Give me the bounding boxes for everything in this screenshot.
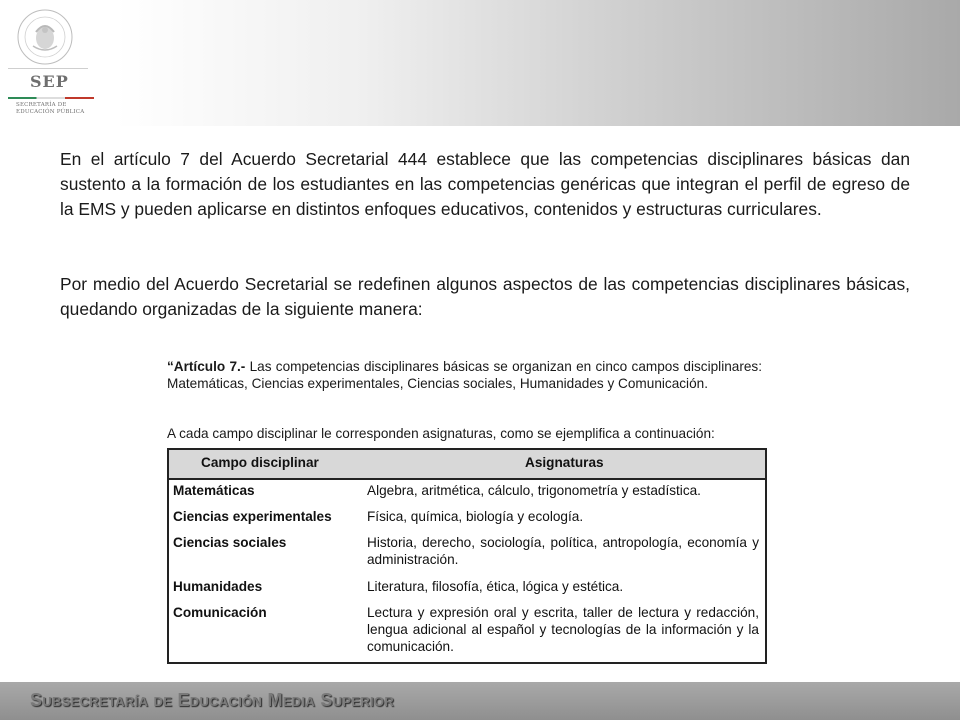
row-asignaturas: Historia, derecho, sociología, política, antropología, economía y administración.: [367, 535, 759, 567]
row-campo: Comunicación: [173, 605, 267, 620]
second-paragraph: Por medio del Acuerdo Secretarial se redefinen algunos aspectos de las competencias disciplinares básicas, quedando organizadas de la siguiente manera:: [60, 274, 910, 319]
row-campo: Ciencias sociales: [173, 535, 287, 550]
mexican-seal-icon: [14, 8, 76, 66]
article-excerpt-image: [160, 352, 790, 682]
flag-stripe: [8, 97, 94, 99]
header-asignaturas: Asignaturas: [525, 455, 604, 470]
header-campo: Campo disciplinar: [201, 455, 319, 470]
row-campo: Humanidades: [173, 579, 263, 594]
row-campo: Ciencias experimentales: [173, 509, 332, 524]
header-band: [0, 0, 960, 126]
row-asignaturas: Física, química, biología y ecología.: [367, 509, 584, 524]
row-asignaturas: Lectura y expresión oral y escrita, taller de lectura y redacción, lengua adicional al español y tecnologías de la información y la comunicación.: [367, 605, 759, 654]
row-campo: Matemáticas: [173, 483, 255, 498]
footer-title: Subsecretaría de Educación Media Superior: [30, 690, 395, 710]
article-7-text: [167, 358, 762, 392]
intro-paragraph: En el artículo 7 del Acuerdo Secretarial 444 establece que las competencias disciplinares básicas dan sustento a la formación de los estudiantes en las competencias genéricas que integran el perfil de egreso de la EMS y pueden aplicarse en distintos enfoques educativos, contenidos y estructuras curriculares.: [60, 149, 910, 219]
secretaria-label: SECRETARÍA DE EDUCACIÓN PÚBLICA: [16, 102, 85, 115]
row-asignaturas: Algebra, aritmética, cálculo, trigonometría y estadística.: [367, 483, 701, 498]
row-asignaturas: Literatura, filosofía, ética, lógica y estética.: [367, 579, 624, 594]
sep-logo: [0, 0, 108, 126]
article-label: “Artículo 7.-: [167, 359, 246, 374]
sep-logo-text: SEP: [30, 72, 69, 91]
table-header: [169, 450, 765, 480]
competencias-table: [167, 448, 767, 664]
logo-divider: [8, 68, 88, 69]
article-body: Las competencias disciplinares básicas se organizan en cinco campos disciplinares: Matemáticas, Ciencias experimentales, Ciencias sociales, Humanidades y Comunicación.: [167, 359, 762, 391]
table-intro: A cada campo disciplinar le corresponden asignaturas, como se ejemplifica a continuación:: [167, 426, 715, 441]
footer-band: [0, 682, 960, 720]
